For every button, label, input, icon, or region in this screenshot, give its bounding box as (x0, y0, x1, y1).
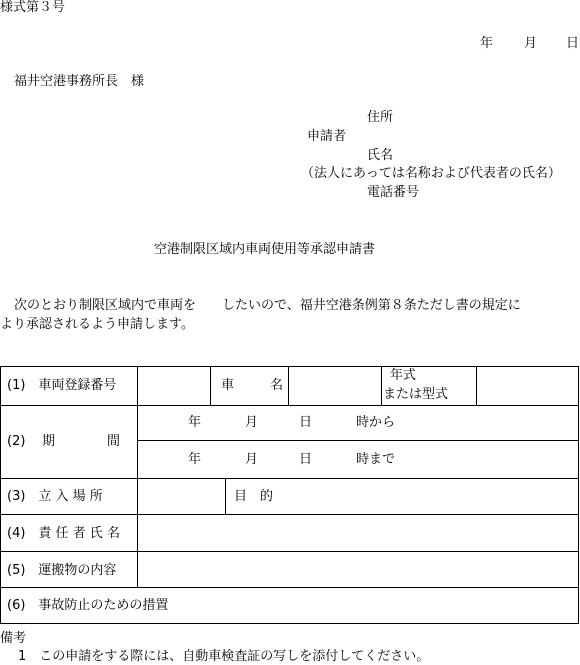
form-number: 様式第３号 (0, 0, 66, 15)
model-label-b: または型式 (383, 387, 449, 402)
row-divider (0, 405, 579, 406)
to-day: 日 (299, 452, 313, 467)
entry-place-field[interactable] (138, 479, 224, 513)
responsible-person-field[interactable] (138, 515, 578, 550)
corporation-note: （法人にあっては名称および代表者の氏名） (301, 166, 561, 181)
model-label-a: 年式 (390, 368, 417, 383)
cargo-field[interactable] (138, 552, 578, 586)
to-month: 月 (245, 452, 259, 467)
entry-place-label: (3) 立 入 場 所 (7, 489, 103, 504)
to-hour: 時まで (356, 452, 396, 467)
from-month: 月 (245, 415, 259, 430)
period-label-num: (2) (7, 434, 26, 449)
purpose-field[interactable] (300, 479, 578, 513)
column-divider (381, 366, 382, 405)
car-name-label-b: 名 (270, 378, 284, 393)
body-line-2: より承認されるよう申請します。 (0, 317, 194, 332)
responsible-person-label: (4) 責 任 者 氏 名 (7, 526, 120, 541)
body-line-1: 次のとおり制限区域内で車両を したいので、福井空港条例第８条ただし書の規定に (14, 298, 521, 313)
car-name-label-a: 車 (221, 378, 235, 393)
document-title: 空港制限区域内車両使用等承認申請書 (154, 242, 376, 257)
from-year: 年 (188, 415, 202, 430)
car-name-field[interactable] (289, 367, 380, 404)
accident-prevention-label: (6) 事故防止のための措置 (7, 598, 169, 613)
from-day: 日 (299, 415, 313, 430)
model-field[interactable] (477, 367, 578, 404)
column-divider (225, 478, 226, 514)
to-year: 年 (188, 452, 202, 467)
applicant-label: 申請者 (307, 129, 347, 144)
name-label: 氏名 (367, 148, 394, 163)
date-day: 日 (566, 36, 580, 51)
phone-label: 電話番号 (367, 185, 420, 200)
date-year: 年 (480, 36, 494, 51)
from-hour: 時から (356, 415, 396, 430)
purpose-label: 目 的 (234, 489, 274, 504)
note-item-1: 1 この申請をする際には、自動車検査証の写しを添付してください。 (18, 649, 430, 664)
notes-heading: 備考 (0, 631, 27, 646)
date-month: 月 (524, 36, 538, 51)
period-label-b: 間 (107, 434, 121, 449)
cargo-label: (5) 運搬物の内容 (7, 563, 117, 578)
column-divider (210, 366, 211, 405)
row-divider (0, 587, 579, 588)
period-label-a: 期 (42, 434, 56, 449)
address-label: 住所 (367, 110, 394, 125)
addressee: 福井空港事務所長 様 (14, 74, 145, 89)
row-divider (137, 440, 579, 441)
vehicle-reg-label: (1) 車両登録番号 (7, 378, 117, 393)
vehicle-reg-field[interactable] (138, 367, 209, 404)
